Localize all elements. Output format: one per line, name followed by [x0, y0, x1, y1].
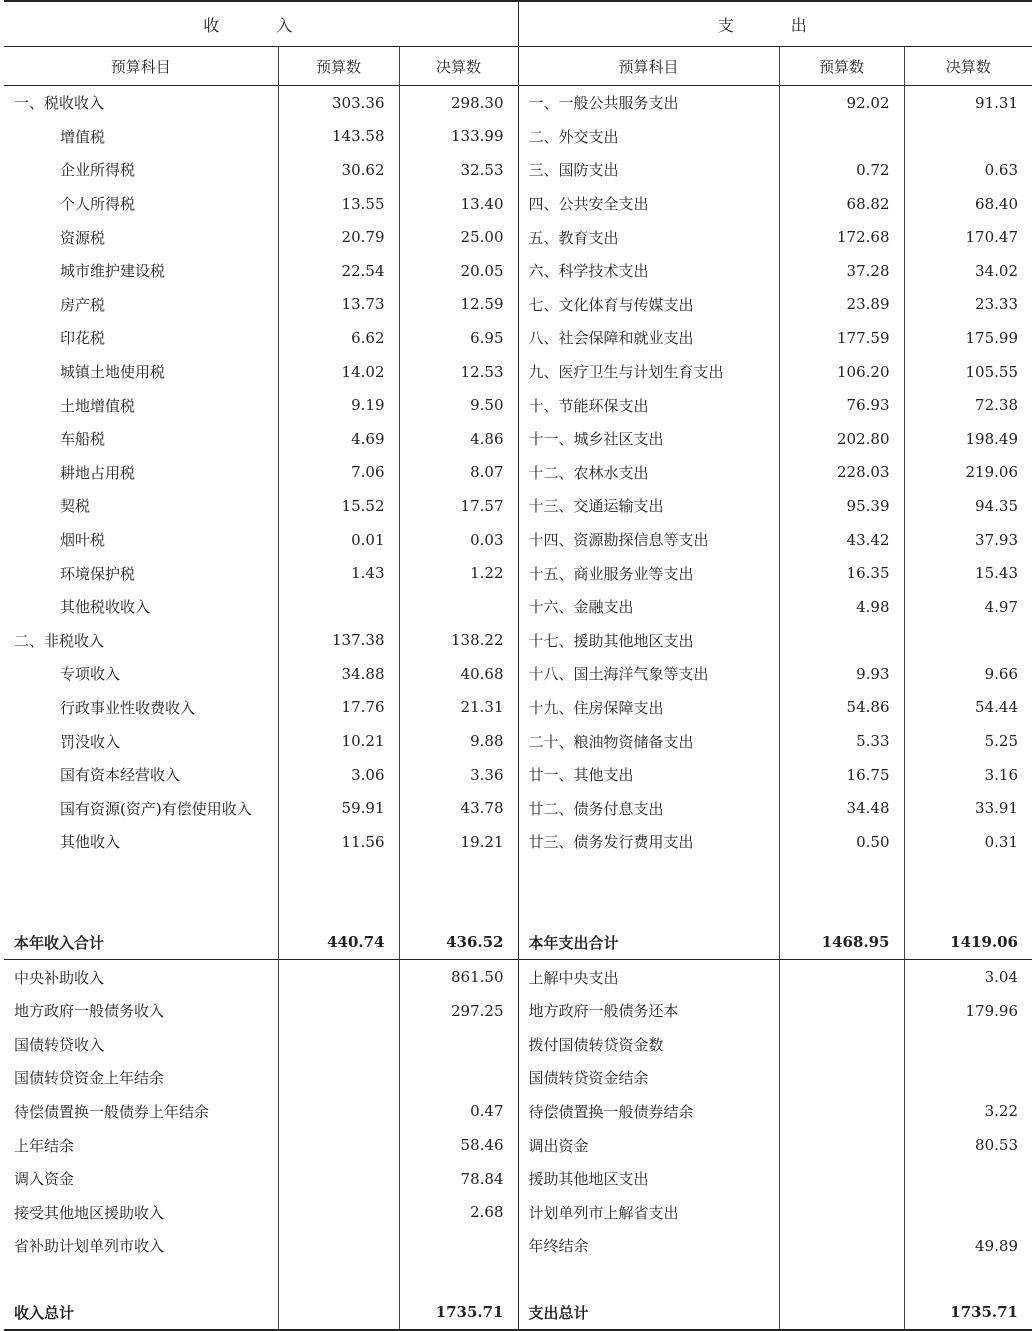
expense-final: 175.99: [904, 321, 1032, 355]
expense-final: 72.38: [904, 388, 1032, 422]
income-item: 其他税收收入: [60, 598, 151, 617]
income-item: 国债转贷资金上年结余: [14, 1069, 165, 1088]
expense-budget: 76.93: [779, 388, 904, 422]
expense-final: 34.02: [904, 254, 1032, 288]
table-row: [4, 1027, 1032, 1061]
expense-final: 4.97: [904, 590, 1032, 624]
income-budget: 11.56: [278, 825, 399, 859]
expense-budget: 172.68: [779, 220, 904, 254]
table-row: [4, 691, 1032, 725]
expense-item: 十四、资源勘探信息等支出: [518, 523, 779, 557]
expense-item: 二十、粮油物资储备支出: [518, 724, 779, 758]
expense-budget: [779, 120, 904, 154]
income-final: 3.36: [399, 758, 518, 792]
expense-item: 十六、金融支出: [518, 590, 779, 624]
spacer-cell: [399, 1263, 518, 1296]
income-final: [399, 590, 518, 624]
col-header-income-item: 预算科目: [4, 47, 278, 86]
expense-budget: 9.93: [779, 657, 904, 691]
spacer-cell: [278, 1263, 399, 1296]
expense-item: 廿一、其他支出: [518, 758, 779, 792]
expense-item: 国债转贷资金结余: [518, 1061, 779, 1095]
spacer-cell: [779, 1263, 904, 1296]
expense-budget: 0.72: [779, 153, 904, 187]
income-subtotal-label: 本年收入合计: [4, 926, 278, 960]
expense-item: 十八、国土海洋气象等支出: [518, 657, 779, 691]
expense-budget: 95.39: [779, 489, 904, 523]
income-budget: 1.43: [278, 556, 399, 590]
expense-item: 廿三、债务发行费用支出: [518, 825, 779, 859]
table-row: [4, 153, 1032, 187]
table-row: [4, 791, 1032, 825]
income-item: 印花税: [60, 329, 106, 348]
expense-budget: [779, 1229, 904, 1263]
table-row: [4, 758, 1032, 792]
expense-item: 十三、交通运输支出: [518, 489, 779, 523]
table-row: [4, 254, 1032, 288]
expense-final: 0.63: [904, 153, 1032, 187]
income-final: 40.68: [399, 657, 518, 691]
expense-budget: [779, 1095, 904, 1129]
spacer-cell: [518, 1263, 779, 1296]
expense-final: 33.91: [904, 791, 1032, 825]
income-budget: [278, 960, 399, 994]
income-budget: 14.02: [278, 355, 399, 389]
spacer-cell: [399, 859, 518, 926]
expense-final: 91.31: [904, 86, 1032, 120]
expense-final: 219.06: [904, 456, 1032, 490]
income-final: 20.05: [399, 254, 518, 288]
income-budget: 303.36: [278, 86, 399, 120]
expense-item: 九、医疗卫生与计划生育支出: [518, 355, 779, 389]
income-budget: 13.55: [278, 187, 399, 221]
income-final: 21.31: [399, 691, 518, 725]
expense-item: 年终结余: [518, 1229, 779, 1263]
expense-final: 15.43: [904, 556, 1032, 590]
table-row: [4, 657, 1032, 691]
income-budget: [278, 1128, 399, 1162]
expense-final: 37.93: [904, 523, 1032, 557]
expense-final: 179.96: [904, 994, 1032, 1028]
expense-final: 54.44: [904, 691, 1032, 725]
expense-item: 十五、商业服务业等支出: [518, 556, 779, 590]
income-item: 接受其他地区援助收入: [14, 1203, 165, 1222]
expense-budget: 34.48: [779, 791, 904, 825]
expense-final: [904, 624, 1032, 658]
col-header-expense-item: 预算科目: [518, 47, 779, 86]
expense-final: 170.47: [904, 220, 1032, 254]
expense-final: [904, 120, 1032, 154]
spacer-cell: [278, 859, 399, 926]
col-header-income-budget: 预算数: [278, 47, 399, 86]
income-item: 待偿债置换一般债券上年结余: [14, 1102, 210, 1121]
income-subtotal-budget: 440.74: [278, 926, 399, 960]
expense-budget: [779, 1195, 904, 1229]
table-row: [4, 556, 1032, 590]
income-budget: 4.69: [278, 422, 399, 456]
expense-item: 十、节能环保支出: [518, 388, 779, 422]
income-item: 其他收入: [60, 833, 121, 852]
expense-budget: 228.03: [779, 456, 904, 490]
expense-subtotal-budget: 1468.95: [779, 926, 904, 960]
expense-budget: [779, 1027, 904, 1061]
spacer-cell: [518, 859, 779, 926]
income-item: 国有资本经营收入: [60, 766, 181, 785]
expense-final: [904, 1061, 1032, 1095]
expense-header: 支 出: [518, 1, 1032, 47]
spacer-cell: [904, 1263, 1032, 1296]
expense-budget: [779, 994, 904, 1028]
income-item: 环境保护税: [60, 564, 136, 583]
expense-item: 上解中央支出: [518, 960, 779, 994]
table-row: [4, 1061, 1032, 1095]
expense-final: 105.55: [904, 355, 1032, 389]
income-budget: 59.91: [278, 791, 399, 825]
table-row: [4, 187, 1032, 221]
income-final: 78.84: [399, 1162, 518, 1196]
table-row: [4, 1095, 1032, 1129]
income-final: 9.50: [399, 388, 518, 422]
income-item: 土地增值税: [60, 396, 136, 415]
spacer-cell: [904, 859, 1032, 926]
income-final: 25.00: [399, 220, 518, 254]
col-header-income-final: 决算数: [399, 47, 518, 86]
expense-final: 0.31: [904, 825, 1032, 859]
expense-budget: 4.98: [779, 590, 904, 624]
income-budget: [278, 1162, 399, 1196]
income-final: 138.22: [399, 624, 518, 658]
expense-budget: 68.82: [779, 187, 904, 221]
income-budget: 34.88: [278, 657, 399, 691]
expense-item: 地方政府一般债务还本: [518, 994, 779, 1028]
expense-budget: [779, 1128, 904, 1162]
income-final: 8.07: [399, 456, 518, 490]
spacer-cell: [779, 859, 904, 926]
expense-item: 援助其他地区支出: [518, 1162, 779, 1196]
expense-final: [904, 1162, 1032, 1196]
income-budget: 30.62: [278, 153, 399, 187]
income-budget: 15.52: [278, 489, 399, 523]
income-item: 烟叶税: [60, 531, 106, 550]
table-row: [4, 1195, 1032, 1229]
income-item: 城镇土地使用税: [60, 363, 166, 382]
income-budget: 3.06: [278, 758, 399, 792]
table-row: [4, 422, 1032, 456]
income-item: 国债转贷收入: [14, 1035, 105, 1054]
table-row: [4, 321, 1032, 355]
income-final: 297.25: [399, 994, 518, 1028]
income-item: 车船税: [60, 430, 106, 449]
income-item: 增值税: [60, 127, 106, 146]
income-item: 上年结余: [14, 1136, 75, 1155]
expense-item: 六、科学技术支出: [518, 254, 779, 288]
income-grand-total-label: 收入总计: [4, 1296, 278, 1331]
expense-budget: [779, 1162, 904, 1196]
spacer-cell: [4, 859, 278, 926]
income-budget: 7.06: [278, 456, 399, 490]
expense-budget: 43.42: [779, 523, 904, 557]
expense-budget: 106.20: [779, 355, 904, 389]
expense-item: 计划单列市上解省支出: [518, 1195, 779, 1229]
table-row: [4, 825, 1032, 859]
income-item: 一、税收收入: [14, 94, 105, 113]
table-row: [4, 388, 1032, 422]
income-item: 专项收入: [60, 665, 121, 684]
expense-subtotal-label: 本年支出合计: [518, 926, 779, 960]
expense-final: 68.40: [904, 187, 1032, 221]
expense-item: 拨付国债转贷资金数: [518, 1027, 779, 1061]
expense-budget: 92.02: [779, 86, 904, 120]
expense-budget: [779, 624, 904, 658]
table-row: [4, 220, 1032, 254]
table-row: [4, 456, 1032, 490]
expense-item: 五、教育支出: [518, 220, 779, 254]
expense-budget: 0.50: [779, 825, 904, 859]
col-header-expense-budget: 预算数: [779, 47, 904, 86]
income-budget: [278, 1195, 399, 1229]
expense-budget: 54.86: [779, 691, 904, 725]
income-item: 行政事业性收费收入: [60, 698, 196, 717]
income-budget: 20.79: [278, 220, 399, 254]
expense-final: 3.22: [904, 1095, 1032, 1129]
expense-item: 廿二、债务付息支出: [518, 791, 779, 825]
expense-item: 二、外交支出: [518, 120, 779, 154]
expense-final: 198.49: [904, 422, 1032, 456]
expense-item: 三、国防支出: [518, 153, 779, 187]
income-final: 861.50: [399, 960, 518, 994]
income-item: 二、非税收入: [14, 631, 105, 650]
expense-grand-total-label: 支出总计: [518, 1296, 779, 1331]
table-row: [4, 86, 1032, 120]
expense-item: 待偿债置换一般债券结余: [518, 1095, 779, 1129]
expense-item: 八、社会保障和就业支出: [518, 321, 779, 355]
income-final: 298.30: [399, 86, 518, 120]
table-row: [4, 1296, 1032, 1331]
table-row: [4, 355, 1032, 389]
income-item: 中央补助收入: [14, 968, 105, 987]
income-budget: 22.54: [278, 254, 399, 288]
income-final: 12.59: [399, 288, 518, 322]
table-row: [4, 1162, 1032, 1196]
expense-item: 七、文化体育与传媒支出: [518, 288, 779, 322]
income-final: 12.53: [399, 355, 518, 389]
table-row: [4, 1128, 1032, 1162]
income-budget: 9.19: [278, 388, 399, 422]
expense-item: 十七、援助其他地区支出: [518, 624, 779, 658]
income-grand-total-final: 1735.71: [399, 1296, 518, 1331]
budget-table: [4, 0, 1032, 1331]
income-item: 地方政府一般债务收入: [14, 1002, 165, 1021]
income-item: 资源税: [60, 228, 106, 247]
income-final: [399, 1027, 518, 1061]
income-final: 13.40: [399, 187, 518, 221]
expense-budget: 177.59: [779, 321, 904, 355]
income-budget: 13.73: [278, 288, 399, 322]
income-budget: 17.76: [278, 691, 399, 725]
table-row: [4, 859, 1032, 926]
income-budget: [278, 1027, 399, 1061]
income-item: 个人所得税: [60, 195, 136, 214]
table-row: [4, 590, 1032, 624]
income-budget: [278, 590, 399, 624]
expense-final: [904, 1027, 1032, 1061]
expense-budget: 37.28: [779, 254, 904, 288]
income-budget: [278, 1229, 399, 1263]
income-subtotal-final: 436.52: [399, 926, 518, 960]
income-item: 契税: [60, 497, 91, 516]
expense-item: 四、公共安全支出: [518, 187, 779, 221]
income-final: 17.57: [399, 489, 518, 523]
table-row: [4, 489, 1032, 523]
table-row: [4, 1229, 1032, 1263]
table-row: [4, 523, 1032, 557]
income-budget: 137.38: [278, 624, 399, 658]
income-item: 耕地占用税: [60, 463, 136, 482]
income-final: 4.86: [399, 422, 518, 456]
income-budget: 10.21: [278, 724, 399, 758]
income-final: 32.53: [399, 153, 518, 187]
income-item: 国有资源(资产)有偿使用收入: [60, 799, 252, 818]
col-header-expense-final: 决算数: [904, 47, 1032, 86]
table-row: [4, 624, 1032, 658]
expense-final: 3.04: [904, 960, 1032, 994]
income-item: 企业所得税: [60, 161, 136, 180]
income-final: 19.21: [399, 825, 518, 859]
expense-final: 80.53: [904, 1128, 1032, 1162]
expense-budget: 5.33: [779, 724, 904, 758]
table-row: [4, 288, 1032, 322]
income-item: 调入资金: [14, 1170, 75, 1189]
income-item: 房产税: [60, 295, 106, 314]
income-final: [399, 1061, 518, 1095]
table-row: [4, 120, 1032, 154]
income-budget: 143.58: [278, 120, 399, 154]
income-budget: [278, 1095, 399, 1129]
expense-item: 调出资金: [518, 1128, 779, 1162]
income-final: 9.88: [399, 724, 518, 758]
expense-final: 23.33: [904, 288, 1032, 322]
expense-budget: 16.35: [779, 556, 904, 590]
expense-budget: 16.75: [779, 758, 904, 792]
income-final: 133.99: [399, 120, 518, 154]
expense-grand-total-final: 1735.71: [904, 1296, 1032, 1331]
income-final: 0.03: [399, 523, 518, 557]
income-final: [399, 1229, 518, 1263]
table-row: [4, 724, 1032, 758]
income-final: 6.95: [399, 321, 518, 355]
expense-final: [904, 1195, 1032, 1229]
expense-item: 一、一般公共服务支出: [518, 86, 779, 120]
expense-budget: 202.80: [779, 422, 904, 456]
income-budget: [278, 1061, 399, 1095]
income-budget: [278, 994, 399, 1028]
expense-final: 49.89: [904, 1229, 1032, 1263]
expense-final: 9.66: [904, 657, 1032, 691]
spacer-cell: [4, 1263, 278, 1296]
income-grand-total-budget: [278, 1296, 399, 1331]
income-header: 收 入: [4, 1, 518, 47]
table-row: [4, 926, 1032, 960]
table-row: [4, 960, 1032, 994]
table-row: [4, 994, 1032, 1028]
income-item: 城市维护建设税: [60, 262, 166, 281]
income-final: 2.68: [399, 1195, 518, 1229]
expense-subtotal-final: 1419.06: [904, 926, 1032, 960]
expense-final: 3.16: [904, 758, 1032, 792]
expense-budget: [779, 1061, 904, 1095]
expense-item: 十二、农林水支出: [518, 456, 779, 490]
income-final: 1.22: [399, 556, 518, 590]
income-final: 43.78: [399, 791, 518, 825]
income-budget: 6.62: [278, 321, 399, 355]
table-row: [4, 1263, 1032, 1296]
expense-budget: 23.89: [779, 288, 904, 322]
income-item: 罚没收入: [60, 732, 121, 751]
expense-item: 十一、城乡社区支出: [518, 422, 779, 456]
expense-grand-total-budget: [779, 1296, 904, 1331]
expense-budget: [779, 960, 904, 994]
income-final: 58.46: [399, 1128, 518, 1162]
expense-item: 十九、住房保障支出: [518, 691, 779, 725]
income-item: 省补助计划单列市收入: [14, 1237, 165, 1256]
income-final: 0.47: [399, 1095, 518, 1129]
income-budget: 0.01: [278, 523, 399, 557]
expense-final: 94.35: [904, 489, 1032, 523]
expense-final: 5.25: [904, 724, 1032, 758]
